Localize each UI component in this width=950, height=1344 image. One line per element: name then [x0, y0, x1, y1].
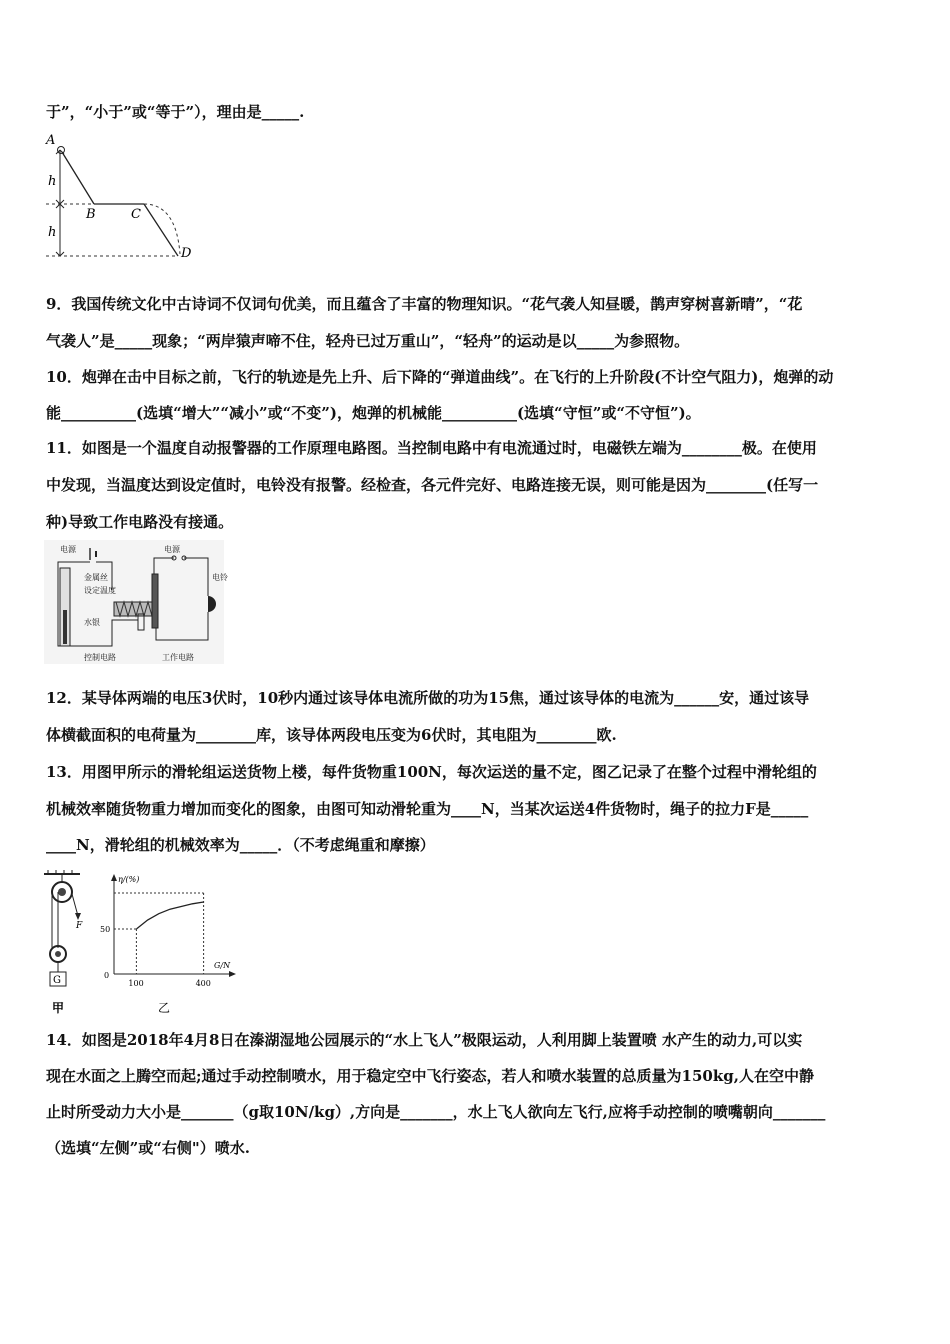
- pulley-figure: [40, 868, 92, 1018]
- q14-line2: 现在水面之上腾空而起;通过手动控制喷水，用于稳定空中飞行姿态，若人和喷水装置的总质量为150kg,人在空中静: [46, 1067, 814, 1085]
- set-temp-label: 设定温度: [84, 586, 116, 595]
- q13-line2: 机械效率随货物重力增加而变化的图象，由图可知动滑轮重为____N，当某次运送4件货物时，绳子的拉力F是_____: [46, 800, 809, 818]
- work-power-label: 电源: [164, 545, 180, 554]
- slope-ab: [62, 152, 94, 204]
- q14-line4: （选填“左侧”或“右侧"）喷水.: [46, 1139, 250, 1157]
- ball: [58, 147, 65, 154]
- q11-line2: 中发现，当温度达到设定值时，电铃没有报警。经检查，各元件完好、电路连接无误，则可能是因为________(任写一: [46, 476, 819, 494]
- mercury-label: 水银: [84, 618, 100, 627]
- efficiency-chart: [96, 870, 246, 1020]
- efficiency-curve: [136, 902, 203, 929]
- q14-line1: 14．如图是2018年4月8日在溱湖湿地公园展示的“水上飞人”极限运动，人利用脚上装置喷 水产生的动力,可以实: [46, 1031, 803, 1049]
- label-a: A: [46, 133, 56, 148]
- x-axis-label: G/N: [214, 961, 231, 970]
- tick-y-50: 50: [100, 925, 111, 934]
- q13-line1: 13．用图甲所示的滑轮组运送货物上楼，每件货物重100N，每次运送的量不定，图乙记录了在整个过程中滑轮组的: [46, 763, 817, 781]
- x-axis-arrow: [229, 971, 236, 977]
- q13-line3: ____N，滑轮组的机械效率为_____．（不考虑绳重和摩擦）: [46, 836, 435, 854]
- y-axis-arrow: [111, 874, 117, 881]
- label-h-bottom: h: [48, 225, 57, 240]
- y-axis-label: η/(%): [118, 875, 140, 884]
- fig-jia-label: 甲: [52, 1001, 65, 1015]
- armature: [152, 574, 158, 628]
- work-circuit-label: 工作电路: [162, 653, 194, 662]
- q14-line3: 止时所受动力大小是_______（g取10N/kg）,方向是_______，水上飞人欲向左飞行,应将手动控制的喷嘴朝向_______: [46, 1103, 826, 1121]
- control-circuit-label: 控制电路: [84, 653, 116, 662]
- q9-line2: 气袭人”是_____现象；“两岸猿声啼不住，轻舟已过万重山”，“轻舟”的运动是以_____为参照物。: [46, 332, 690, 350]
- cargo-label: G: [53, 975, 61, 986]
- label-c: C: [131, 207, 141, 222]
- q11-line1: 11．如图是一个温度自动报警器的工作原理电路图。当控制电路中有电流通过时，电磁铁左端为________极。在使用: [46, 439, 817, 457]
- label-d: D: [181, 246, 192, 261]
- label-h-top: h: [48, 174, 57, 189]
- q8-tail-line: 于”，“小于”或“等于”），理由是_____.: [46, 103, 305, 121]
- tick-x-100: 100: [128, 979, 144, 988]
- pull-rope: [72, 894, 78, 916]
- q12-line1: 12．某导体两端的电压3伏时，10秒内通过该导体电流所做的功为15焦，通过该导体的电流为______安，通过该导: [46, 689, 810, 707]
- q12-line2: 体横截面积的电荷量为________库，该导体两段电压变为6伏时，其电阻为________欧.: [46, 726, 617, 744]
- q10-line2: 能__________(选填“增大”“减小”或“不变”)，炮弹的机械能__________(选填“守恒”或“不守恒”)。: [46, 404, 701, 422]
- wire-label: 金属丝: [84, 573, 108, 582]
- q9-line1: 9．我国传统文化中古诗词不仅词句优美，而且蕴含了丰富的物理知识。“花气袭人知昼暖，鹊声穿树喜新晴”，“花: [46, 295, 803, 313]
- slope-cd: [144, 204, 178, 256]
- mercury-column: [63, 610, 67, 644]
- tick-x-0: 0: [104, 971, 110, 980]
- tick-x-400: 400: [195, 979, 211, 988]
- label-b: B: [86, 207, 96, 222]
- bell-label-text: 电铃: [212, 573, 228, 582]
- q11-line3: 种)导致工作电路没有接通。: [46, 513, 234, 531]
- q11-circuit-figure: [44, 540, 228, 664]
- control-power-label: 电源: [60, 545, 76, 554]
- q10-line1: 10．炮弹在击中目标之前，飞行的轨迹是先上升、后下降的“弹道曲线”。在飞行的上升阶段(不计空气阻力)，炮弹的动: [46, 368, 834, 386]
- force-label: F: [76, 921, 83, 931]
- bell-label: [212, 572, 228, 582]
- q8-figure: [40, 130, 200, 265]
- chart-caption: 乙: [158, 1001, 171, 1015]
